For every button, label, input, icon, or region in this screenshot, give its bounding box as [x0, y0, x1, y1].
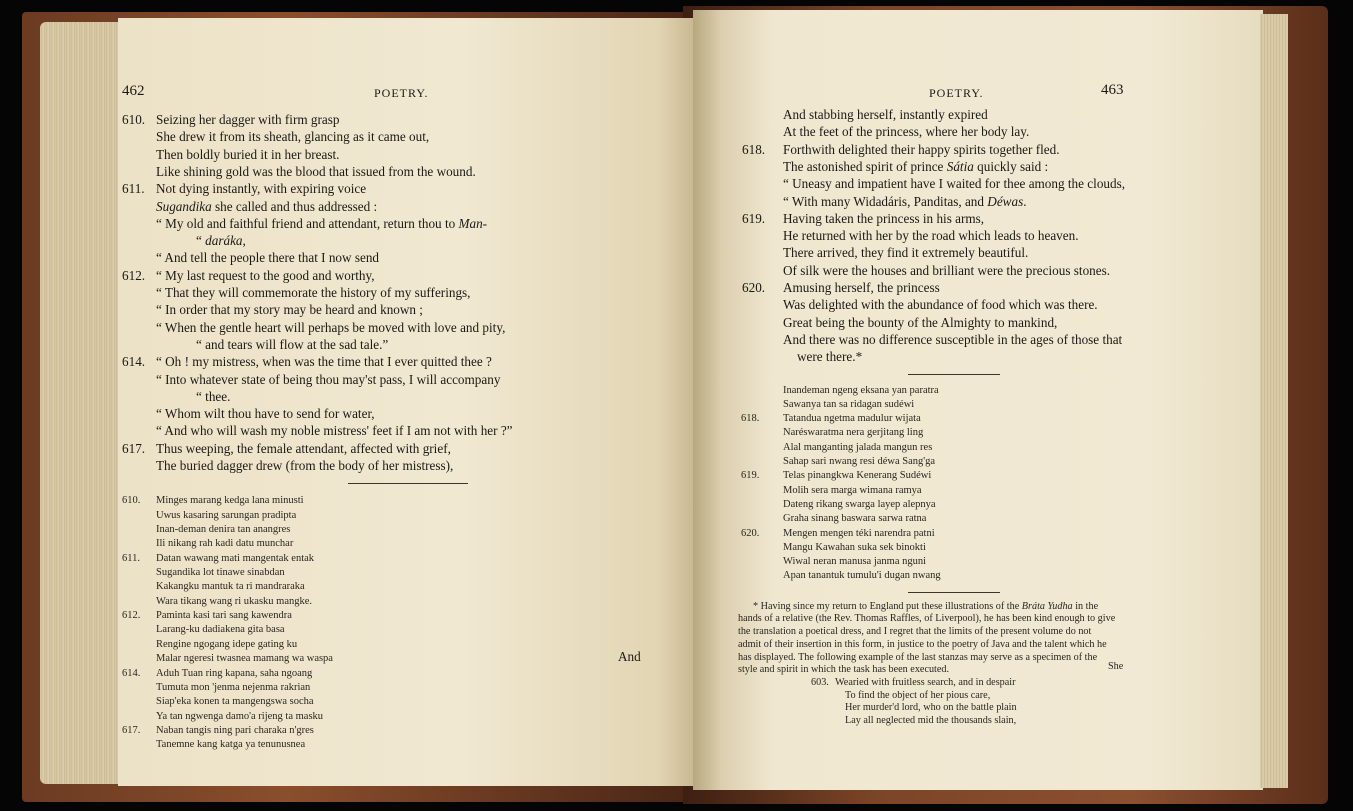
verse-number: 614.: [122, 667, 141, 679]
verse-line: Sugandika she called and thus addressed :: [156, 198, 378, 214]
footnote-rule: [908, 592, 1000, 593]
verse-line: “ Whom wilt thou have to send for water,: [156, 406, 375, 422]
verse-line: “ Uneasy and impatient have I waited for thee among the clouds,: [783, 176, 1126, 192]
footnote-line: * Having since my return to England put these illustrations of the Bráta Yudha in the: [753, 600, 1099, 612]
verse-line: Was delighted with the abundance of food which was there.: [783, 297, 1098, 313]
verse-number: 611.: [122, 181, 145, 197]
verse-number: 614.: [122, 354, 146, 370]
verse-line: “ Oh ! my mistress, when was the time that I ever quitted thee ?: [156, 354, 492, 370]
verse-line: He returned with her by the road which leads to heaven.: [783, 228, 1079, 244]
verse-line: Of silk were the houses and brilliant were the precious stones.: [783, 262, 1111, 278]
verse-line: “ thee.: [196, 388, 231, 404]
javanese-line: Uwus kasaring sarungan pradipta: [156, 509, 297, 521]
verse-line: And stabbing herself, instantly expired: [783, 107, 988, 122]
javanese-line: Tumuta mon 'jenma nejenma rakrian: [156, 681, 311, 693]
verse-line: She drew it from its sheath, glancing as it came out,: [156, 129, 430, 145]
verse-line: “ In order that my story may be heard and known ;: [156, 302, 423, 318]
verse-line: The buried dagger drew (from the body of her mistress),: [156, 458, 454, 473]
verse-line: Thus weeping, the female attendant, affected with grief,: [156, 440, 451, 456]
verse-line: Then boldly buried it in her breast.: [156, 146, 340, 162]
javanese-line: Wiwal neran manusa janma nguni: [783, 556, 927, 568]
javanese-line: Wara tikang wang ri ukasku mangke.: [156, 595, 313, 607]
javanese-line: Mangu Kawahan suka sek binokti: [783, 541, 926, 553]
javanese-line: Ili nikang rah kadi datu munchar: [156, 538, 294, 550]
verse-line: At the feet of the princess, where her body lay.: [783, 124, 1030, 140]
verse-line: “ daráka,: [196, 233, 246, 249]
verse-line: The astonished spirit of prince Sátia quickly said :: [783, 158, 1049, 174]
javanese-line: Inandeman ngeng eksana yan paratra: [783, 384, 939, 396]
verse-number: 612.: [122, 267, 146, 283]
javanese-line: Dateng rikang swarga layep alepnya: [783, 498, 936, 510]
footnote-line: admit of their insertion in this form, in justice to the poetry of Java and the talent which he: [738, 638, 1107, 650]
verse-number: 611.: [122, 552, 140, 564]
verse-line: “ My old and faithful friend and attendant, return thou to Man-: [156, 215, 488, 231]
verse-line: Great being the bounty of the Almighty to mankind,: [783, 314, 1058, 330]
footnote-verse-line: Her murder'd lord, who on the battle plain: [845, 702, 1017, 714]
divider-rule: [348, 483, 468, 484]
verse-number: 610.: [122, 112, 146, 127]
footnote-verse-line: Wearied with fruitless search, and in despair: [835, 676, 1016, 688]
verse-number: 612.: [122, 610, 141, 622]
verse-line: “ And tell the people there that I now send: [156, 250, 380, 266]
catchword: She: [1108, 661, 1124, 672]
verse-line: “ That they will commemorate the history of my sufferings,: [156, 285, 471, 300]
verse-number: 617.: [122, 724, 141, 736]
left-page: [118, 18, 693, 786]
verse-line: Amusing herself, the princess: [783, 280, 940, 295]
javanese-line: Minges marang kedga lana minusti: [156, 495, 304, 507]
verse-number: 620.: [741, 527, 760, 539]
javanese-line: Molih sera marga wimana ramya: [783, 484, 922, 496]
javanese-line: Sugandika lot tinawe sinabdan: [156, 567, 285, 579]
javanese-line: Siap'eka konen ta mangengswa socha: [156, 696, 314, 708]
verse-number: 618.: [742, 141, 766, 157]
verse-line: Not dying instantly, with expiring voice: [156, 181, 367, 197]
footnote-line: hands of a relative (the Rev. Thomas Raffles, of Liverpool), he has been kind enough to give: [738, 613, 1116, 625]
footnote-verse-line: Lay all neglected mid the thousands slain,: [845, 715, 1017, 726]
verse-number: 620.: [742, 280, 766, 295]
javanese-line: Kakangku mantuk ta ri mandraraka: [156, 581, 305, 593]
javanese-line: Inan-deman denira tan anangres: [156, 524, 291, 535]
verse-line: There arrived, they find it extremely beautiful.: [783, 245, 1029, 261]
verse-line: Seizing her dagger with firm grasp: [156, 112, 340, 127]
verse-line: Forthwith delighted their happy spirits together fled.: [783, 141, 1060, 157]
javanese-line: Rengine ngogang idepe gating ku: [156, 638, 298, 650]
page-edges-right: [1260, 14, 1288, 788]
divider-rule: [908, 374, 1000, 375]
javanese-line: Mengen mengen téki narendra patni: [783, 527, 935, 539]
running-head: POETRY.: [929, 86, 984, 100]
page-number: 463: [1101, 82, 1124, 98]
verse-line: Having taken the princess in his arms,: [783, 210, 985, 226]
verse-line: Like shining gold was the blood that issued from the wound.: [156, 163, 476, 179]
verse-number: 610.: [122, 495, 141, 507]
verse-line: “ With many Widadáris, Panditas, and Déwas.: [783, 193, 1027, 209]
javanese-line: Naréswaratma nera gerjitang ling: [783, 427, 924, 439]
verse-line: “ My last request to the good and worthy,: [156, 267, 375, 283]
javanese-line: Tanemne kang katga ya tenunusnea: [156, 739, 306, 751]
footnote-line: the translation a poetical dress, and I regret that the limits of the present volume do not: [738, 626, 1092, 638]
page-edges-left: [40, 22, 130, 784]
footnote-line: style and spirit in which the task has been executed.: [738, 664, 950, 676]
verse-number: 603.: [811, 676, 829, 688]
running-head: POETRY.: [374, 86, 429, 100]
verse-line: “ Into whatever state of being thou may'st pass, I will accompany: [156, 371, 501, 387]
javanese-line: Datan wawang mati mangentak entak: [156, 552, 315, 564]
javanese-line: Ya tan ngwenga damo'a rijeng ta masku: [156, 710, 324, 722]
javanese-line: Tatandua ngetma madulur wijata: [783, 413, 921, 425]
javanese-line: Sawanya tan sa ridagan sudéwi: [783, 398, 915, 410]
catchword: And: [618, 649, 641, 664]
verse-line: And there was no difference susceptible in the ages of those that: [783, 331, 1123, 347]
verse-number: 618.: [741, 413, 760, 425]
javanese-line: Sahap sari nwang resi déwa Sang'ga: [783, 456, 936, 467]
javanese-line: Apan tanantuk tumulu'i dugan nwang: [783, 570, 941, 582]
javanese-line: Aduh Tuan ring kapana, saha ngoang: [156, 667, 313, 679]
javanese-line: Malar ngeresi twasnea mamang wa waspa: [156, 653, 333, 665]
verse-line: were there.*: [797, 349, 863, 365]
footnote-verse-line: To find the object of her pious care,: [845, 689, 991, 701]
javanese-line: Alal manganting jalada mangun res: [783, 441, 933, 453]
verse-number: 619.: [741, 470, 760, 482]
verse-line: “ When the gentle heart will perhaps be moved with love and pity,: [156, 319, 506, 335]
javanese-line: Graha sinang baswara sarwa ratna: [783, 513, 927, 525]
footnote-line: has displayed. The following example of the last stanzas may serve as a specimen of the: [738, 651, 1098, 663]
verse-number: 617.: [122, 440, 146, 456]
verse-number: 619.: [742, 210, 766, 226]
verse-line: “ And who will wash my noble mistress' feet if I am not with her ?”: [156, 423, 513, 439]
javanese-line: Larang-ku dadiakena gita basa: [156, 624, 285, 636]
verse-line: “ and tears will flow at the sad tale.”: [196, 336, 389, 352]
javanese-line: Paminta kasi tari sang kawendra: [156, 610, 292, 622]
page-number: 462: [122, 83, 145, 99]
javanese-line: Naban tangis ning pari charaka n'gres: [156, 724, 314, 736]
right-page: [693, 10, 1263, 790]
javanese-line: Telas pinangkwa Kenerang Sudéwi: [783, 470, 932, 482]
